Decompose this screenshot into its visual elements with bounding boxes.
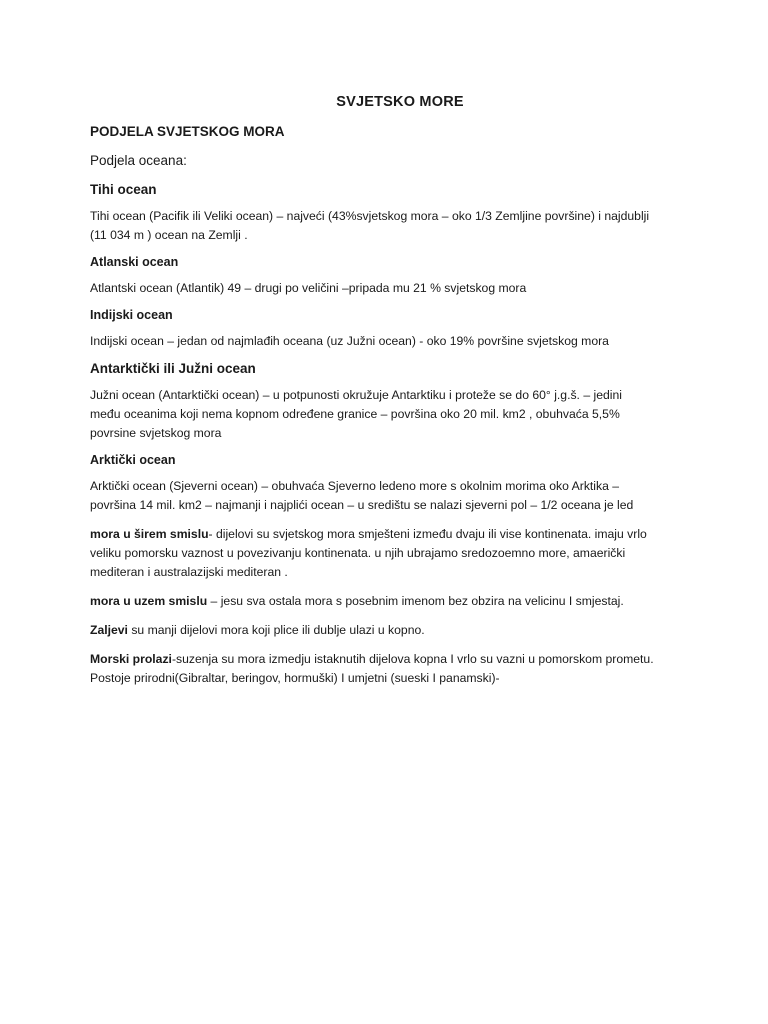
paragraph-line: su manji dijelovi mora koji plice ili dublje ulazi u kopno. — [127, 623, 425, 637]
ocean-heading-arctic: Arktički ocean — [90, 453, 176, 467]
ocean-paragraph-arctic — [90, 477, 690, 515]
paragraph-line: među oceanima koji nema kopnom određene granice – površina oko 20 mil. km2 , obuhvaća 5,5% — [90, 407, 620, 421]
ocean-heading-pacific: Tihi ocean — [90, 182, 157, 197]
definition-term: mora u uzem smislu — [90, 594, 208, 608]
paragraph-line: veliku pomorsku vaznost u povezivanju kontinenata. u njih ubrajamo sredozoemno more, amaerički — [90, 546, 626, 560]
paragraph-line: Indijski ocean – jedan od najmlađih oceana (uz Južni ocean) - oko 19% površine svjetskog mora — [90, 334, 609, 348]
paragraph-line: Postoje prirodni(Gibraltar, beringov, hormuški) I umjetni (sueski I panamski)- — [90, 671, 500, 685]
paragraph-line: Arktički ocean (Sjeverni ocean) – obuhvaća Sjeverno ledeno more s okolnim morima oko Arktika – — [90, 479, 620, 493]
paragraph-line: Tihi ocean (Pacifik ili Veliki ocean) – najveći (43%svjetskog mora – oko 1/3 Zemljine površine) i najdublji — [90, 209, 650, 223]
definition-term: Morski prolazi — [90, 652, 172, 666]
paragraph-line: povrsine svjetskog mora — [90, 426, 222, 440]
paragraph-line: Atlantski ocean (Atlantik) 49 – drugi po veličini –pripada mu 21 % svjetskog mora — [90, 281, 527, 295]
ocean-heading-southern: Antarktički ili Južni ocean — [90, 361, 256, 376]
ocean-paragraph-indian — [90, 332, 690, 351]
definition-term: mora u širem smislu — [90, 527, 209, 541]
paragraph-line: Južni ocean (Antarktički ocean) – u potpunosti okružuje Antarktiku i proteže se do 60° j.g.š. – jedini — [90, 388, 622, 402]
document-content — [90, 94, 690, 698]
definition-narrower-seas — [90, 592, 690, 611]
definition-wider-seas — [90, 525, 690, 582]
paragraph-line: (11 034 m ) ocean na Zemlji . — [90, 228, 248, 242]
section-heading: PODJELA SVJETSKOG MORA — [90, 124, 285, 139]
paragraph-line: mediteran i australazijski mediteran . — [90, 565, 288, 579]
document-title: SVJETSKO MORE — [336, 94, 464, 110]
paragraph-line: – jesu sva ostala mora s posebnim imenom bez obzira na velicinu I smjestaj. — [207, 594, 624, 608]
ocean-paragraph-southern — [90, 386, 690, 443]
definition-bays — [90, 621, 690, 640]
ocean-paragraph-atlantic — [90, 279, 690, 298]
definition-term: Zaljevi — [90, 623, 128, 637]
paragraph-line: površina 14 mil. km2 – najmanji i najplići ocean – u središtu se nalazi sjeverni pol – 1/2 oceana je led — [90, 498, 634, 512]
intro-text: Podjela oceana: — [90, 153, 187, 168]
ocean-heading-atlantic: Atlanski ocean — [90, 255, 179, 269]
ocean-heading-indian: Indijski ocean — [90, 308, 173, 322]
paragraph-line: - dijelovi su svjetskog mora smješteni između dvaju ili vise kontinenata. imaju vrlo — [208, 527, 647, 541]
paragraph-line: -suzenja su mora izmedju istaknutih dijelova kopna I vrlo su vazni u pomorskom prometu. — [171, 652, 654, 666]
definition-straits — [90, 650, 690, 688]
ocean-paragraph-pacific — [90, 207, 690, 245]
